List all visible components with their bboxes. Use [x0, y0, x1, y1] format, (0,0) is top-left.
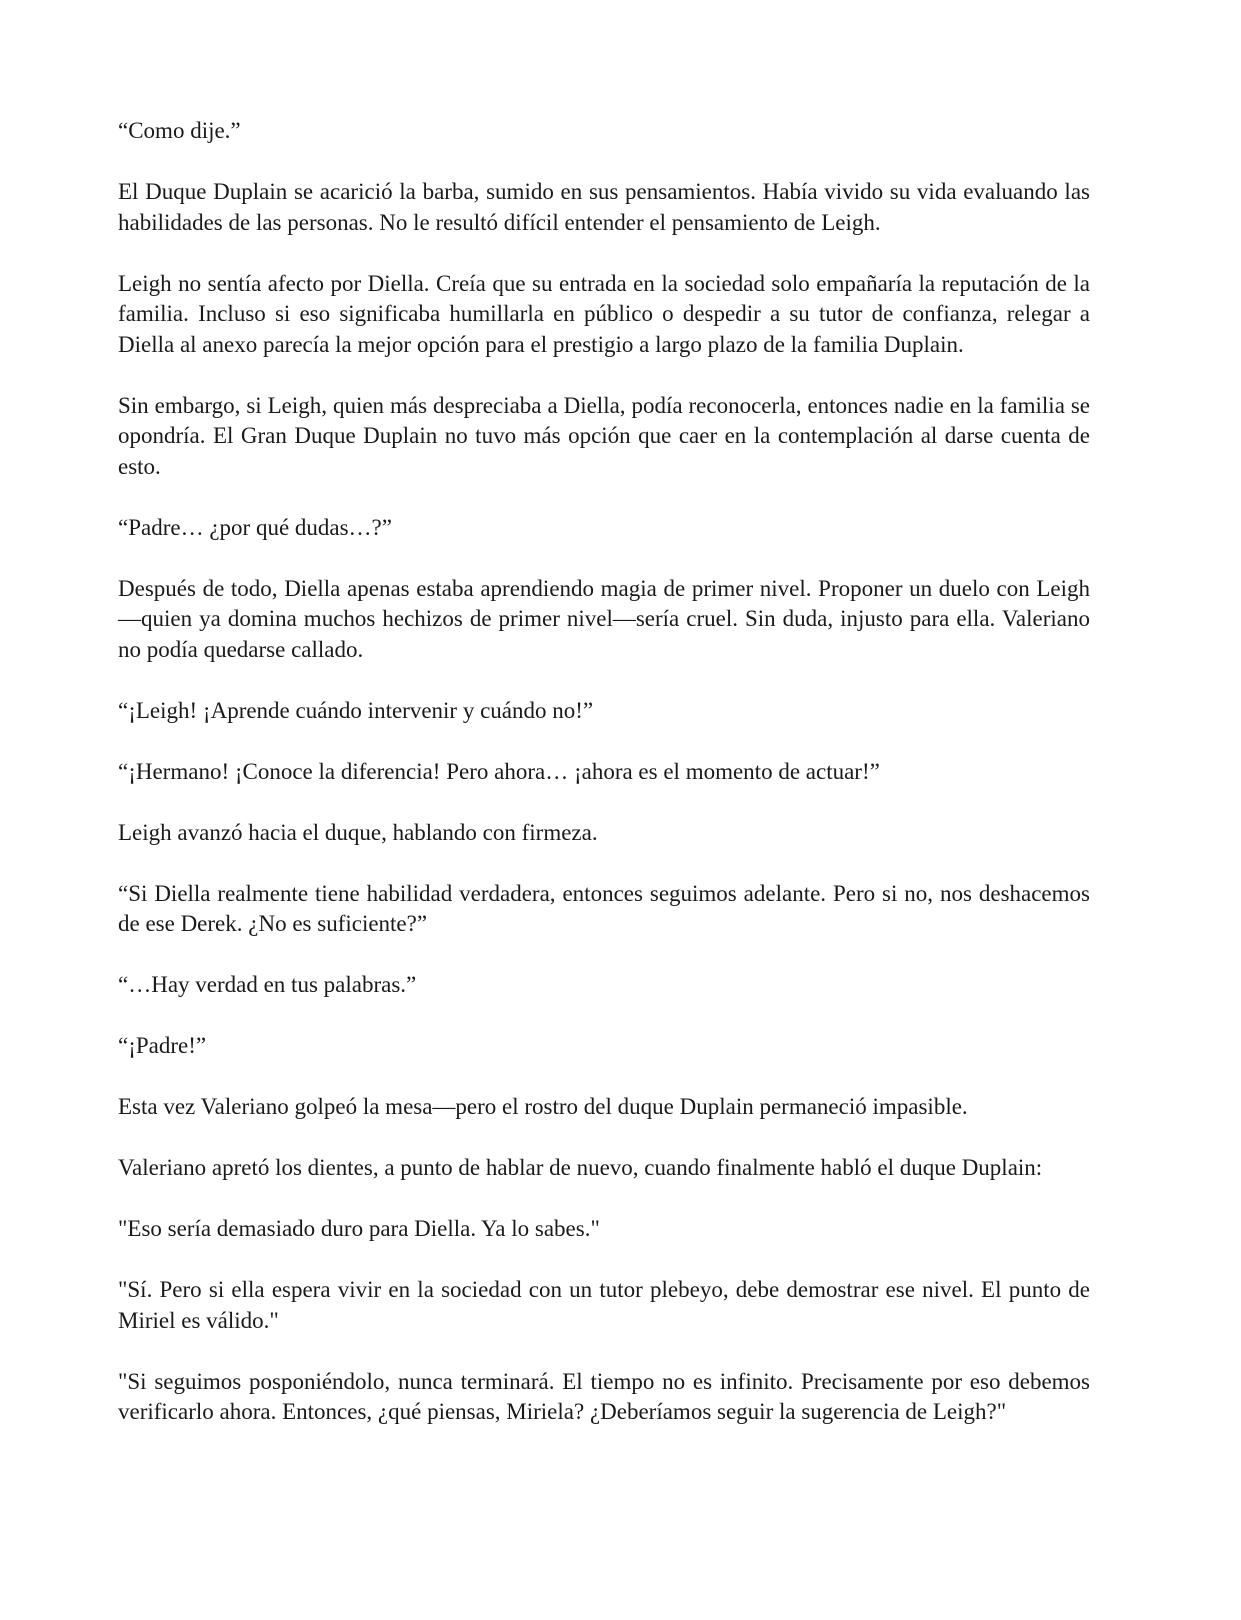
paragraph-10: “Si Diella realmente tiene habilidad verdadera, entonces seguimos adelante. Pero si no, nos deshacemos de ese Derek. ¿No es suficiente?” [118, 880, 1090, 936]
paragraph-4: Sin embargo, si Leigh, quien más despreciaba a Diella, podía reconocerla, entonces nadie en la familia se opondría. El Gran Duque Duplain no tuvo más opción que caer en la contemplación al darse cuenta de esto. [118, 392, 1090, 479]
paragraph-8: “¡Hermano! ¡Conoce la diferencia! Pero ahora… ¡ahora es el momento de actuar!” [118, 758, 880, 784]
paragraph-11: “…Hay verdad en tus palabras.” [118, 972, 417, 997]
paragraph-2: El Duque Duplain se acarició la barba, sumido en sus pensamientos. Había vivido su vida evaluando las habilidades de las personas. No le resultó difícil entender el pensamiento de Leigh. [118, 179, 1090, 235]
paragraph-17: "Si seguimos posponiéndolo, nunca terminará. El tiempo no es infinito. Precisamente por eso debemos verificarlo ahora. Entonces, ¿qué piensas, Miriela? ¿Deberíamos seguir la sugerencia de Leigh?" [118, 1368, 1090, 1424]
paragraph-7: “¡Leigh! ¡Aprende cuándo intervenir y cuándo no!” [118, 697, 594, 723]
paragraph-12: “¡Padre!” [118, 1033, 207, 1058]
paragraph-15: "Eso sería demasiado duro para Diella. Ya lo sabes." [118, 1216, 600, 1241]
paragraph-16: "Sí. Pero si ella espera vivir en la sociedad con un tutor plebeyo, debe demostrar ese nivel. El punto de Miriel es válido." [118, 1277, 1090, 1333]
paragraph-1: “Como dije.” [118, 118, 241, 143]
paragraph-9: Leigh avanzó hacia el duque, hablando con firmeza. [118, 819, 598, 845]
document-body [118, 116, 1090, 1458]
paragraph-14: Valeriano apretó los dientes, a punto de hablar de nuevo, cuando finalmente habló el duque Duplain: [118, 1155, 1043, 1180]
paragraph-5: “Padre… ¿por qué dudas…?” [118, 514, 392, 540]
paragraph-6: Después de todo, Diella apenas estaba aprendiendo magia de primer nivel. Proponer un duelo con Leigh—quien ya domina muchos hechizos de primer nivel—sería cruel. Sin duda, injusto para ella. Valeriano no podía quedarse callado. [118, 575, 1090, 662]
paragraph-3: Leigh no sentía afecto por Diella. Creía que su entrada en la sociedad solo empañaría la reputación de la familia. Incluso si eso significaba humillarla en público o despedir a su tutor de confianza, relegar a Diella al anexo parecía la mejor opción para el prestigio a largo plazo de la familia Duplain. [118, 270, 1090, 357]
paragraph-13: Esta vez Valeriano golpeó la mesa—pero el rostro del duque Duplain permaneció impasible. [118, 1094, 968, 1119]
